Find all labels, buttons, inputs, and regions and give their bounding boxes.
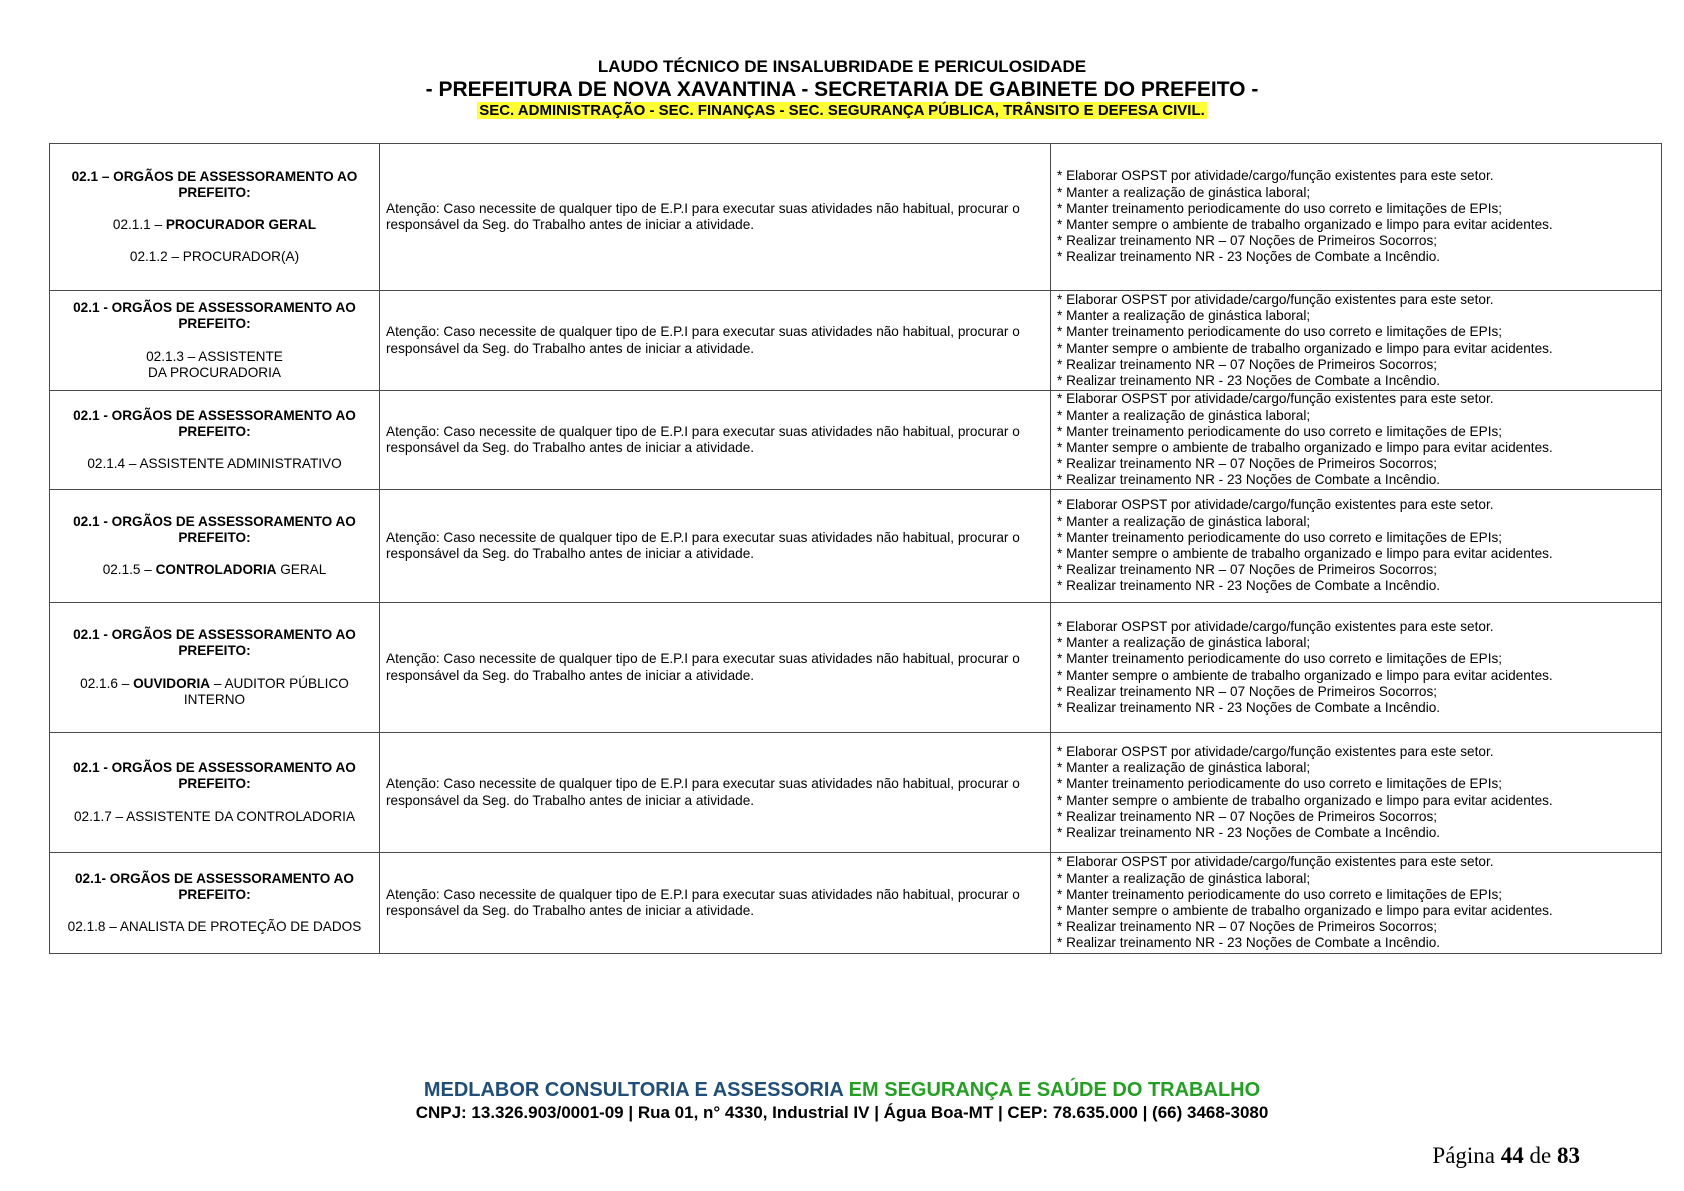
spacer <box>56 233 373 249</box>
recommendation-item: * Realizar treinamento NR – 07 Noções de Primeiros Socorros; <box>1057 562 1438 578</box>
section-title: 02.1 - ORGÃOS DE ASSESSORAMENTO AO PREFEITO: <box>73 513 356 545</box>
recommendation-item: * Manter a realização de ginástica laboral; <box>1057 760 1311 776</box>
role-cell <box>50 391 380 490</box>
recommendation-item: * Manter sempre o ambiente de trabalho organizado e limpo para evitar acidentes. <box>1057 340 1553 356</box>
role-bold: PROCURADOR GERAL <box>165 217 317 232</box>
epi-note: Atenção: Caso necessite de qualquer tipo de E.P.I para executar suas atividades não habitual, procurar o responsável da Seg. do Trabalho antes de iniciar a atividade. <box>386 200 1020 232</box>
recommendations-cell <box>1051 603 1662 733</box>
role-title <box>56 456 373 472</box>
role-suffix: GERAL <box>276 562 327 578</box>
recommendation-item: * Manter a realização de ginástica laboral; <box>1057 308 1311 324</box>
table-row <box>50 391 1662 490</box>
recommendation-item: * Manter treinamento periodicamente do uso correto e limitações de EPIs; <box>1057 423 1503 439</box>
recommendation-item: * Manter sempre o ambiente de trabalho organizado e limpo para evitar acidentes. <box>1057 903 1553 918</box>
section-title: 02.1 - ORGÃOS DE ASSESSORAMENTO AO PREFEITO: <box>73 407 356 439</box>
role-prefix: 02.1.1 – <box>112 217 166 232</box>
recommendation-item: * Realizar treinamento NR – 07 Noções de Primeiros Socorros; <box>1057 233 1438 249</box>
recommendation-item: * Realizar treinamento NR - 23 Noções de Combate a Incêndio. <box>1057 935 1441 951</box>
section-title: 02.1 - ORGÃOS DE ASSESSORAMENTO AO PREFEITO: <box>73 760 356 792</box>
spacer <box>56 333 373 349</box>
company-name-green: EM SEGURANÇA E SAÚDE DO TRABALHO <box>843 1079 1261 1101</box>
highlighted-departments: SEC. ADMINISTRAÇÃO - SEC. FINANÇAS - SEC. SEGURANÇA PÚBLICA, TRÂNSITO E DEFESA CIVIL. <box>479 102 1205 119</box>
recommendation-item: * Realizar treinamento NR – 07 Noções de Primeiros Socorros; <box>1057 919 1438 935</box>
recommendation-item: * Realizar treinamento NR - 23 Noções de Combate a Incêndio. <box>1057 372 1441 388</box>
recommendation-item: * Realizar treinamento NR – 07 Noções de Primeiros Socorros; <box>1057 456 1438 472</box>
role-prefix: 02.1.4 – ASSISTENTE ADMINISTRATIVO <box>87 456 342 472</box>
recommendation-item: * Manter treinamento periodicamente do uso correto e limitações de EPIs; <box>1057 886 1503 902</box>
role-prefix: 02.1.5 – <box>102 562 156 578</box>
epi-note-cell <box>380 603 1051 733</box>
section-title: 02.1 - ORGÃOS DE ASSESSORAMENTO AO PREFEITO: <box>73 300 356 332</box>
role-suffix: – AUDITOR PÚBLICO <box>210 675 349 691</box>
recommendation-item: * Manter a realização de ginástica laboral; <box>1057 870 1311 886</box>
role-cell <box>50 291 380 391</box>
recommendations-cell <box>1051 490 1662 603</box>
epi-note: Atenção: Caso necessite de qualquer tipo de E.P.I para executar suas atividades não habitual, procurar o responsável da Seg. do Trabalho antes de iniciar a atividade. <box>386 324 1020 356</box>
recommendation-item: * Realizar treinamento NR – 07 Noções de Primeiros Socorros; <box>1057 808 1438 824</box>
table-row <box>50 144 1662 291</box>
page-number <box>1432 1143 1580 1169</box>
recommendation-item: * Manter a realização de ginástica laboral; <box>1057 635 1311 651</box>
recommendation-item: * Manter sempre o ambiente de trabalho organizado e limpo para evitar acidentes. <box>1057 546 1553 561</box>
recommendation-item: * Manter a realização de ginástica laboral; <box>1057 513 1311 529</box>
recommendation-item: * Elaborar OSPST por atividade/cargo/função existentes para este setor. <box>1057 743 1494 759</box>
recommendation-item: * Manter treinamento periodicamente do uso correto e limitações de EPIs; <box>1057 776 1503 792</box>
recommendations-cell <box>1051 391 1662 490</box>
role-title-secondary: DA PROCURADORIA <box>148 364 281 380</box>
role-prefix: 02.1.3 – ASSISTENTE <box>146 348 283 364</box>
role-prefix: 02.1.7 – ASSISTENTE DA CONTROLADORIA <box>73 808 356 824</box>
role-bold: OUVIDORIA <box>133 675 211 691</box>
recommendation-item: * Elaborar OSPST por atividade/cargo/função existentes para este setor. <box>1057 854 1494 870</box>
spacer <box>56 440 373 456</box>
table-row <box>50 291 1662 391</box>
report-title: LAUDO TÉCNICO DE INSALUBRIDADE E PERICULOSIDADE <box>597 57 1087 76</box>
role-title-secondary: INTERNO <box>183 691 246 707</box>
table-row <box>50 733 1662 853</box>
table-row <box>50 490 1662 603</box>
recommendation-item: * Manter sempre o ambiente de trabalho organizado e limpo para evitar acidentes. <box>1057 440 1553 455</box>
role-title <box>56 919 373 935</box>
table-row <box>50 853 1662 954</box>
recommendation-item: * Elaborar OSPST por atividade/cargo/função existentes para este setor. <box>1057 291 1494 307</box>
role-prefix: 02.1.6 – <box>80 675 134 691</box>
epi-note-cell <box>380 853 1051 954</box>
document-header <box>0 56 1684 120</box>
recommendation-item: * Manter treinamento periodicamente do uso correto e limitações de EPIs; <box>1057 651 1503 667</box>
role-title <box>56 217 373 233</box>
role-bold: CONTROLADORIA <box>155 562 277 578</box>
role-cell <box>50 733 380 853</box>
recommendation-item: * Realizar treinamento NR - 23 Noções de Combate a Incêndio. <box>1057 699 1441 715</box>
spacer <box>56 903 373 919</box>
recommendation-item: * Elaborar OSPST por atividade/cargo/função existentes para este setor. <box>1057 391 1494 407</box>
recommendations-cell <box>1051 733 1662 853</box>
spacer <box>56 793 373 809</box>
page-of: de <box>1529 1143 1552 1168</box>
company-name-blue: MEDLABOR CONSULTORIA E ASSESSORIA <box>423 1079 844 1101</box>
page-total: 83 <box>1557 1143 1580 1168</box>
role-title <box>56 349 373 365</box>
recommendation-item: * Manter treinamento periodicamente do uso correto e limitações de EPIs; <box>1057 324 1503 340</box>
document-footer <box>0 1078 1684 1124</box>
role-cell <box>50 490 380 603</box>
role-title-secondary: 02.1.2 – PROCURADOR(A) <box>129 249 300 265</box>
section-title: 02.1- ORGÃOS DE ASSESSORAMENTO AO PREFEITO: <box>75 870 354 902</box>
epi-note: Atenção: Caso necessite de qualquer tipo de E.P.I para executar suas atividades não habitual, procurar o responsável da Seg. do Trabalho antes de iniciar a atividade. <box>386 776 1020 808</box>
epi-note: Atenção: Caso necessite de qualquer tipo de E.P.I para executar suas atividades não habitual, procurar o responsável da Seg. do Trabalho antes de iniciar a atividade. <box>386 529 1020 561</box>
epi-note-cell <box>380 391 1051 490</box>
recommendation-item: * Realizar treinamento NR - 23 Noções de Combate a Incêndio. <box>1057 578 1441 594</box>
recommendation-item: * Manter sempre o ambiente de trabalho organizado e limpo para evitar acidentes. <box>1057 792 1553 808</box>
role-cell <box>50 603 380 733</box>
recommendation-item: * Elaborar OSPST por atividade/cargo/função existentes para este setor. <box>1057 618 1494 634</box>
recommendation-item: * Realizar treinamento NR – 07 Noções de Primeiros Socorros; <box>1057 683 1438 699</box>
page-label: Página <box>1432 1143 1496 1168</box>
recommendation-item: * Realizar treinamento NR - 23 Noções de Combate a Incêndio. <box>1057 824 1441 840</box>
page-current: 44 <box>1500 1143 1524 1168</box>
epi-note: Atenção: Caso necessite de qualquer tipo de E.P.I para executar suas atividades não habitual, procurar o responsável da Seg. do Trabalho antes de iniciar a atividade. <box>386 423 1020 455</box>
report-subtitle: - PREFEITURA DE NOVA XAVANTINA - SECRETARIA DE GABINETE DO PREFEITO - <box>425 78 1259 101</box>
role-title <box>56 809 373 825</box>
recommendation-item: * Manter sempre o ambiente de trabalho organizado e limpo para evitar acidentes. <box>1057 217 1553 232</box>
section-title: 02.1 - ORGÃOS DE ASSESSORAMENTO AO PREFEITO: <box>73 627 356 659</box>
epi-note: Atenção: Caso necessite de qualquer tipo de E.P.I para executar suas atividades não habitual, procurar o responsável da Seg. do Trabalho antes de iniciar a atividade. <box>386 651 1020 683</box>
role-cell <box>50 144 380 291</box>
recommendation-item: * Manter treinamento periodicamente do uso correto e limitações de EPIs; <box>1057 200 1503 216</box>
recommendation-item: * Manter a realização de ginástica laboral; <box>1057 184 1311 200</box>
recommendations-cell <box>1051 853 1662 954</box>
role-title <box>56 562 373 578</box>
epi-note-cell <box>380 144 1051 291</box>
recommendation-item: * Realizar treinamento NR - 23 Noções de Combate a Incêndio. <box>1057 472 1441 488</box>
recommendation-item: * Realizar treinamento NR - 23 Noções de Combate a Incêndio. <box>1057 249 1441 265</box>
recommendations-cell <box>1051 144 1662 291</box>
company-address: CNPJ: 13.326.903/0001-09 | Rua 01, n° 4330, Industrial IV | Água Boa-MT | CEP: 78.635.000 | (66) 3468-3080 <box>415 1103 1269 1122</box>
epi-note-cell <box>380 733 1051 853</box>
assessment-table <box>49 143 1662 954</box>
recommendation-item: * Realizar treinamento NR – 07 Noções de Primeiros Socorros; <box>1057 356 1438 372</box>
section-title: 02.1 – ORGÃOS DE ASSESSORAMENTO AO PREFEITO: <box>71 168 358 200</box>
epi-note: Atenção: Caso necessite de qualquer tipo de E.P.I para executar suas atividades não habitual, procurar o responsável da Seg. do Trabalho antes de iniciar a atividade. <box>386 886 1020 918</box>
spacer <box>56 660 373 676</box>
role-title <box>56 676 373 692</box>
spacer <box>56 546 373 562</box>
recommendation-item: * Elaborar OSPST por atividade/cargo/função existentes para este setor. <box>1057 497 1494 513</box>
table-row <box>50 603 1662 733</box>
epi-note-cell <box>380 490 1051 603</box>
epi-note-cell <box>380 291 1051 391</box>
role-prefix: 02.1.8 – ANALISTA DE PROTEÇÃO DE DADOS <box>67 919 362 935</box>
recommendation-item: * Manter a realização de ginástica laboral; <box>1057 407 1311 423</box>
recommendation-item: * Manter treinamento periodicamente do uso correto e limitações de EPIs; <box>1057 529 1503 545</box>
company-name <box>0 1078 1684 1102</box>
recommendation-item: * Manter sempre o ambiente de trabalho organizado e limpo para evitar acidentes. <box>1057 667 1553 683</box>
table-body <box>50 144 1662 954</box>
recommendation-item: * Elaborar OSPST por atividade/cargo/função existentes para este setor. <box>1057 168 1494 184</box>
recommendations-cell <box>1051 291 1662 391</box>
spacer <box>56 201 373 217</box>
role-cell <box>50 853 380 954</box>
